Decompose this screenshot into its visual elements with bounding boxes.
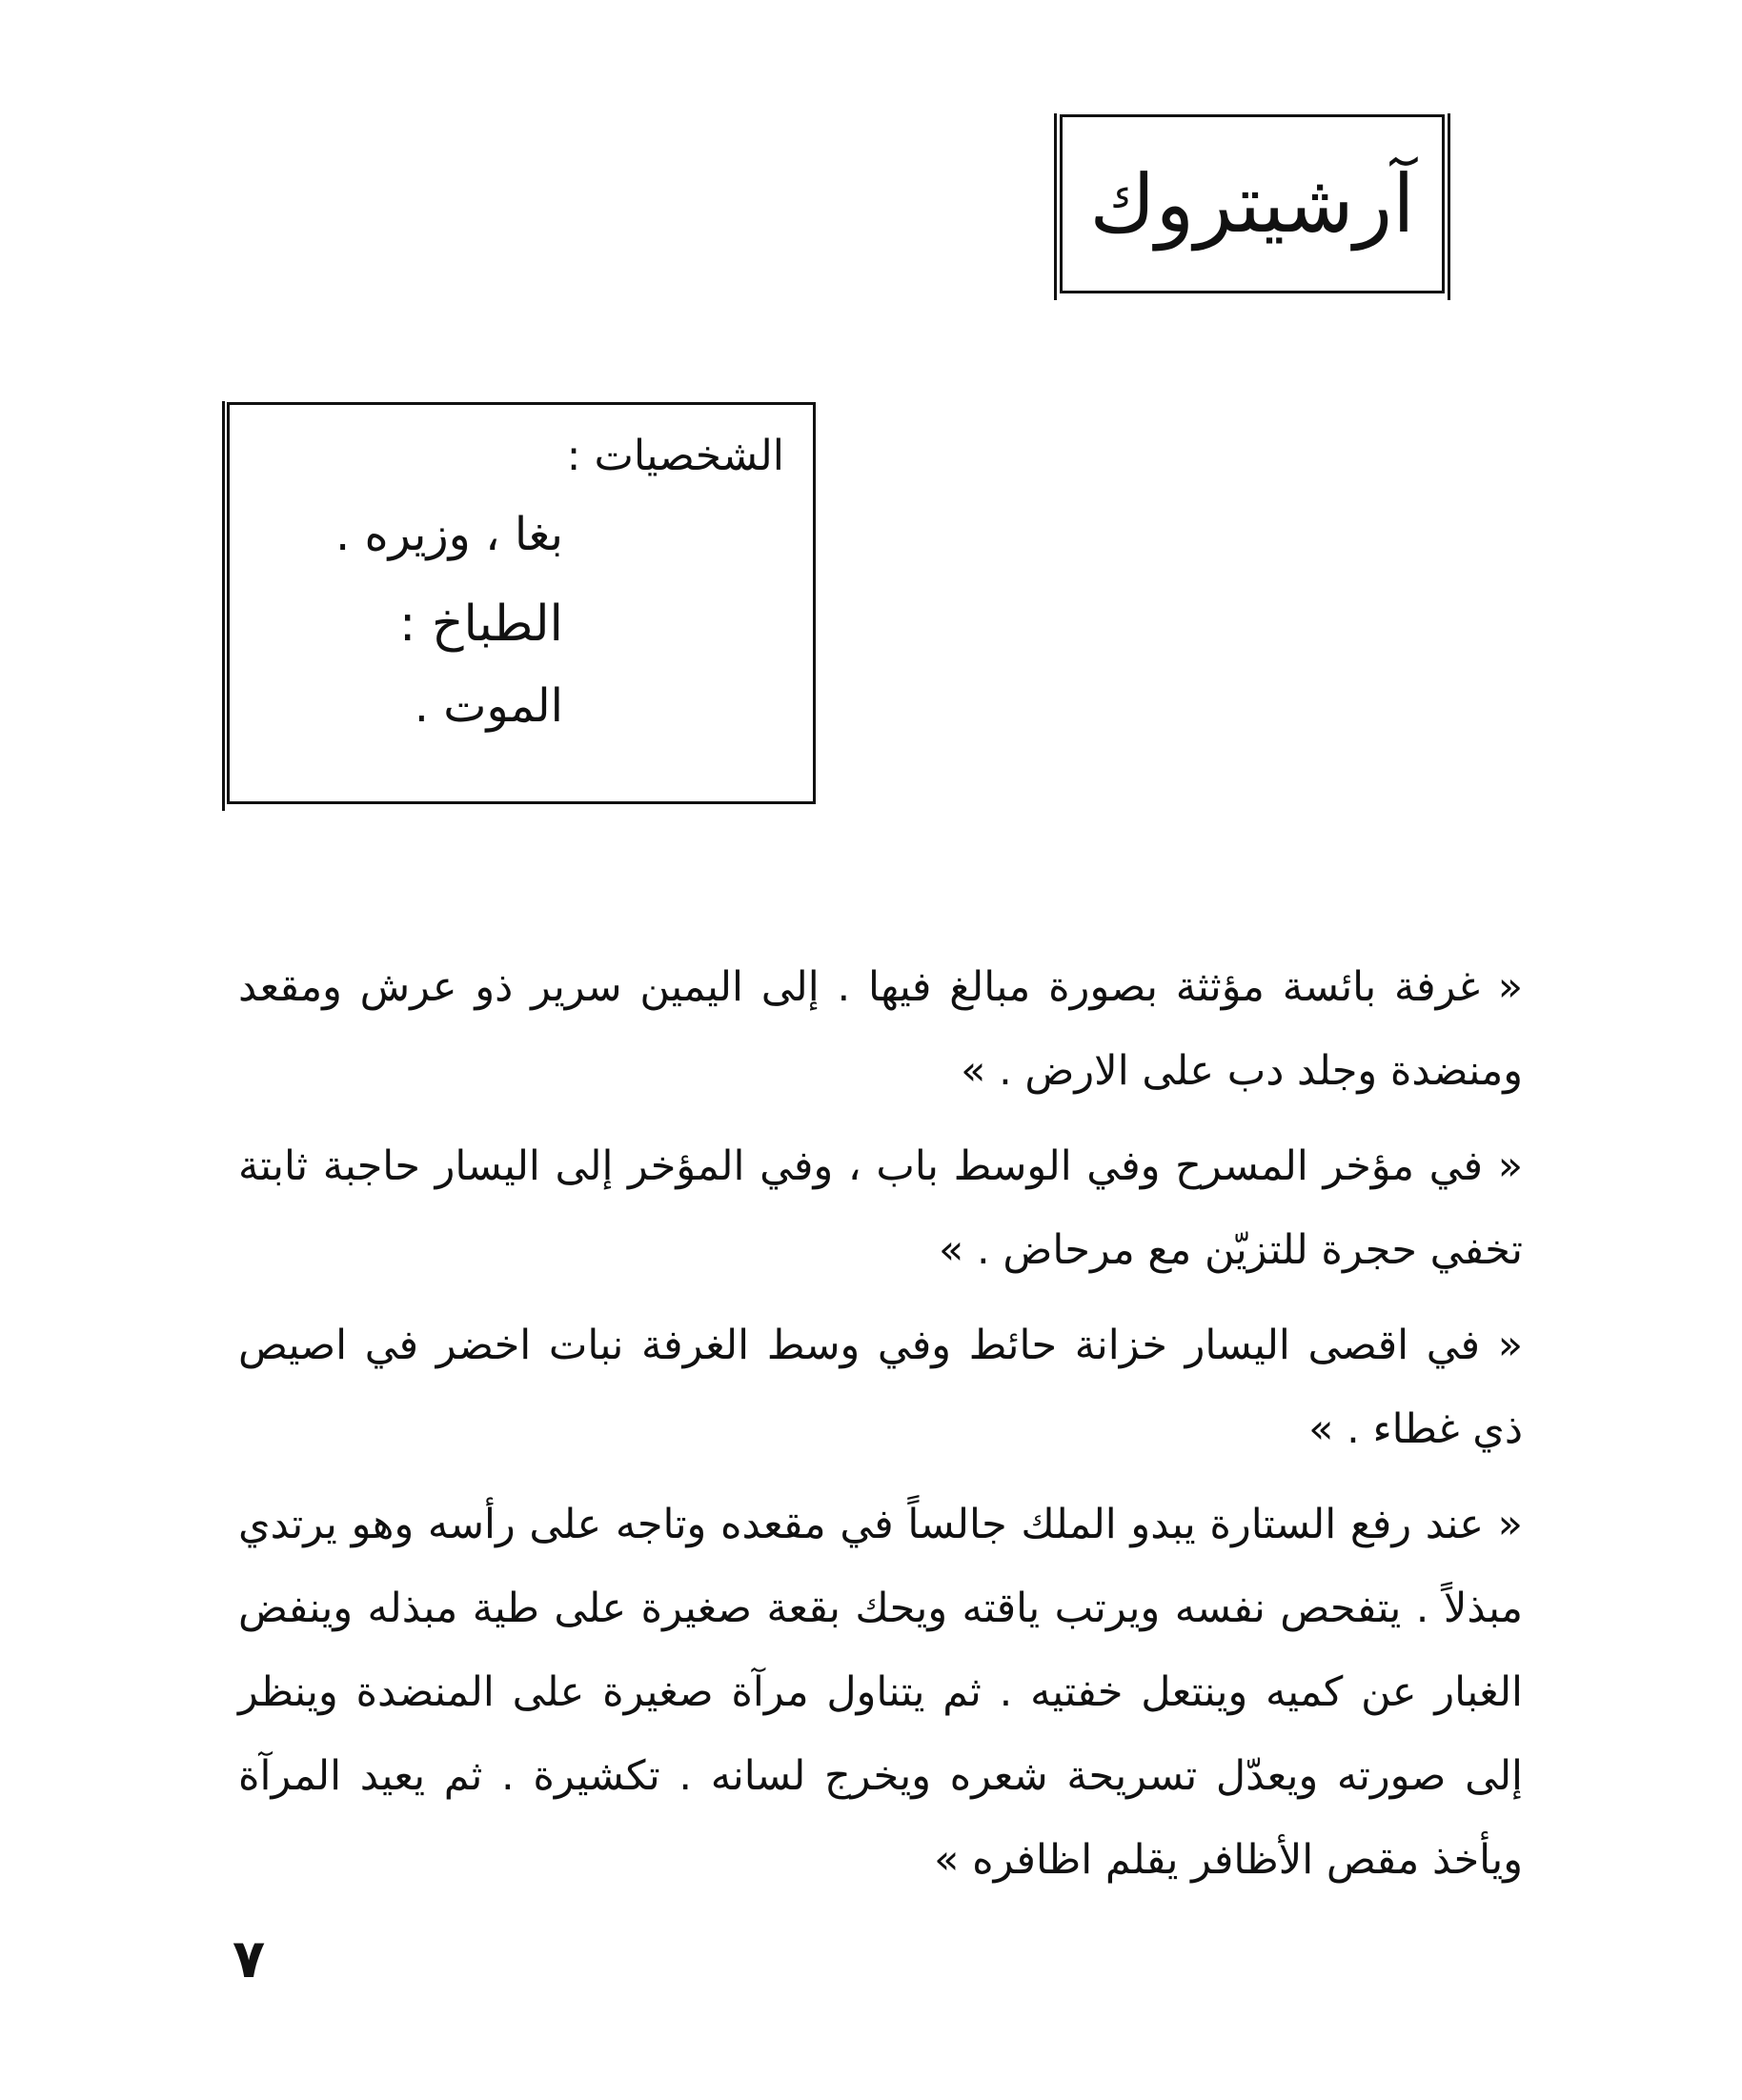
page-number: ٧ [233, 1928, 266, 1990]
stage-directions [238, 945, 1523, 1913]
characters-heading: الشخصيات : [566, 432, 784, 480]
paragraph: « عند رفع الستارة يبدو الملك جالساً في مقعده وتاجه على رأسه وهو يرتدي مبذلاً . يتفحص نفسه ويرتب ياقته ويحك بقعة صغيرة على طية مبذله وينفض الغبار عن كميه وينتعل خفتيه . ثم يتناول مرآة صغيرة على المنضدة وينظر إلى صورته ويعدّل تسريحة شعره ويخرج لسانه . تكشيرة . ثم يعيد المرآة ويأخذ مقص الأظافر يقلم اظافره » [238, 1501, 1523, 1884]
characters-box [227, 402, 816, 804]
character-item: الطباخ : [398, 596, 563, 653]
paragraph: « غرفة بائسة مؤثثة بصورة مبالغ فيها . إلى اليمين سرير ذو عرش ومقعد ومنضدة وجلد دب على الارض . » [238, 963, 1523, 1095]
paragraph: « في مؤخر المسرح وفي الوسط باب ، وفي المؤخر إلى اليسار حاجبة ثابتة تخفي حجرة للتزيّن مع مرحاض . » [238, 1142, 1523, 1274]
character-item: الموت . [414, 679, 563, 733]
paragraph: « في اقصى اليسار خزانة حائط وفي وسط الغرفة نبات اخضر في اصيص ذي غطاء . » [238, 1322, 1523, 1453]
character-item: بغا ، وزيره . [334, 508, 563, 561]
play-title: آرشيتروك [1089, 157, 1415, 251]
title-box [1060, 114, 1445, 293]
